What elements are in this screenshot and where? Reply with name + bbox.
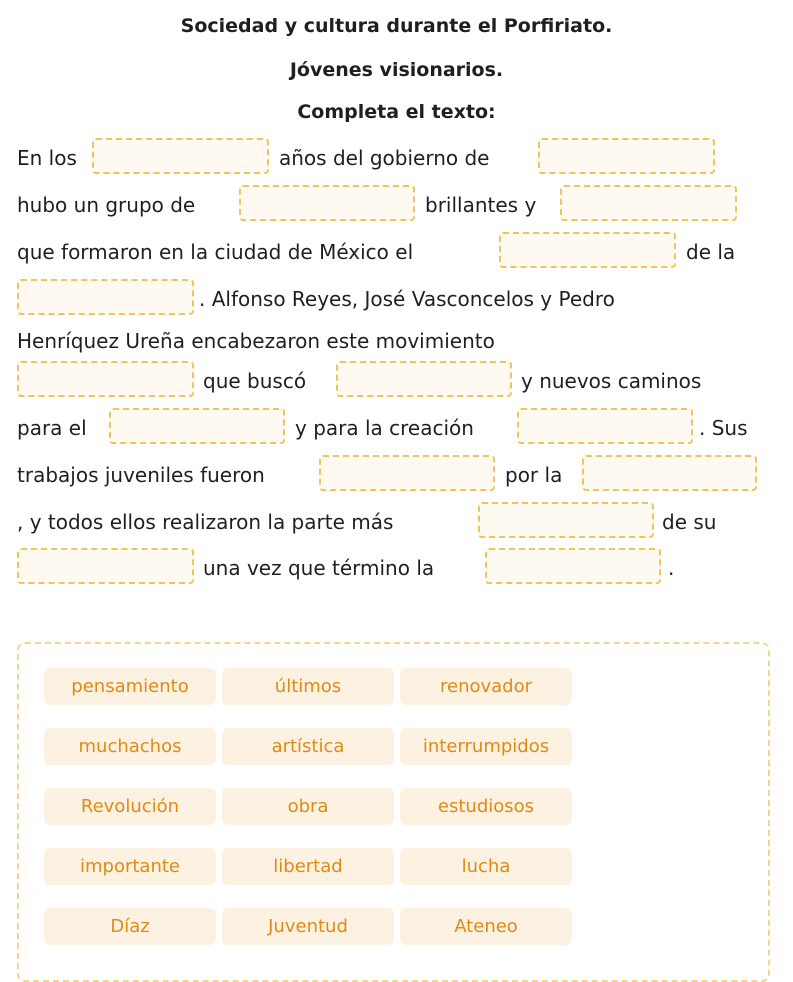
text-segment: y nuevos caminos: [521, 369, 702, 393]
word-chip[interactable]: interrumpidos: [400, 728, 572, 765]
word-chip[interactable]: Juventud: [222, 908, 394, 945]
text-segment: que formaron en la ciudad de México el: [17, 240, 414, 264]
word-chip[interactable]: Ateneo: [400, 908, 572, 945]
blank-slot-9[interactable]: [109, 408, 285, 444]
blank-slot-12[interactable]: [582, 455, 757, 491]
text-segment: trabajos juveniles fueron: [17, 463, 265, 487]
instruction-heading: Completa el texto:: [297, 101, 496, 123]
text-segment: años del gobierno de: [279, 146, 490, 170]
text-segment: brillantes y: [425, 193, 537, 217]
word-chip[interactable]: importante: [44, 848, 216, 885]
text-segment: , y todos ellos realizaron la parte más: [17, 510, 394, 534]
word-chip[interactable]: libertad: [222, 848, 394, 885]
blank-slot-1[interactable]: [92, 138, 269, 174]
text-segment: .: [668, 556, 675, 580]
text-segment: de la: [686, 240, 736, 264]
text-segment: . Sus: [699, 416, 748, 440]
blank-slot-8[interactable]: [336, 361, 512, 397]
text-segment: . Alfonso Reyes, José Vasconcelos y Pedro: [199, 287, 615, 311]
blank-slot-2[interactable]: [538, 138, 715, 174]
text-segment: una vez que término la: [203, 556, 435, 580]
text-segment: por la: [505, 463, 563, 487]
page-title: Sociedad y cultura durante el Porfiriato.: [180, 15, 613, 37]
text-segment: hubo un grupo de: [17, 193, 196, 217]
blank-slot-14[interactable]: [17, 548, 194, 584]
word-chip[interactable]: pensamiento: [44, 668, 216, 705]
text-segment: que buscó: [203, 369, 307, 393]
blank-slot-6[interactable]: [17, 279, 194, 315]
word-chip[interactable]: lucha: [400, 848, 572, 885]
word-chip[interactable]: estudiosos: [400, 788, 572, 825]
blank-slot-3[interactable]: [239, 185, 415, 221]
text-segment: En los: [17, 146, 77, 170]
text-segment: de su: [662, 510, 717, 534]
blank-slot-10[interactable]: [517, 408, 693, 444]
blank-slot-5[interactable]: [499, 232, 676, 268]
blank-slot-7[interactable]: [17, 361, 194, 397]
blank-slot-11[interactable]: [319, 455, 495, 491]
blank-slot-4[interactable]: [560, 185, 737, 221]
word-chip[interactable]: artística: [222, 728, 394, 765]
blank-slot-13[interactable]: [478, 502, 654, 538]
word-chip[interactable]: Revolución: [44, 788, 216, 825]
page-subtitle: Jóvenes visionarios.: [289, 59, 504, 81]
text-segment: y para la creación: [295, 416, 474, 440]
word-chip[interactable]: Díaz: [44, 908, 216, 945]
blank-slot-15[interactable]: [485, 548, 661, 584]
word-chip[interactable]: obra: [222, 788, 394, 825]
text-segment: para el: [17, 416, 87, 440]
text-segment: Henríquez Ureña encabezaron este movimiento: [17, 329, 495, 353]
word-chip[interactable]: últimos: [222, 668, 394, 705]
word-chip[interactable]: renovador: [400, 668, 572, 705]
word-chip[interactable]: muchachos: [44, 728, 216, 765]
